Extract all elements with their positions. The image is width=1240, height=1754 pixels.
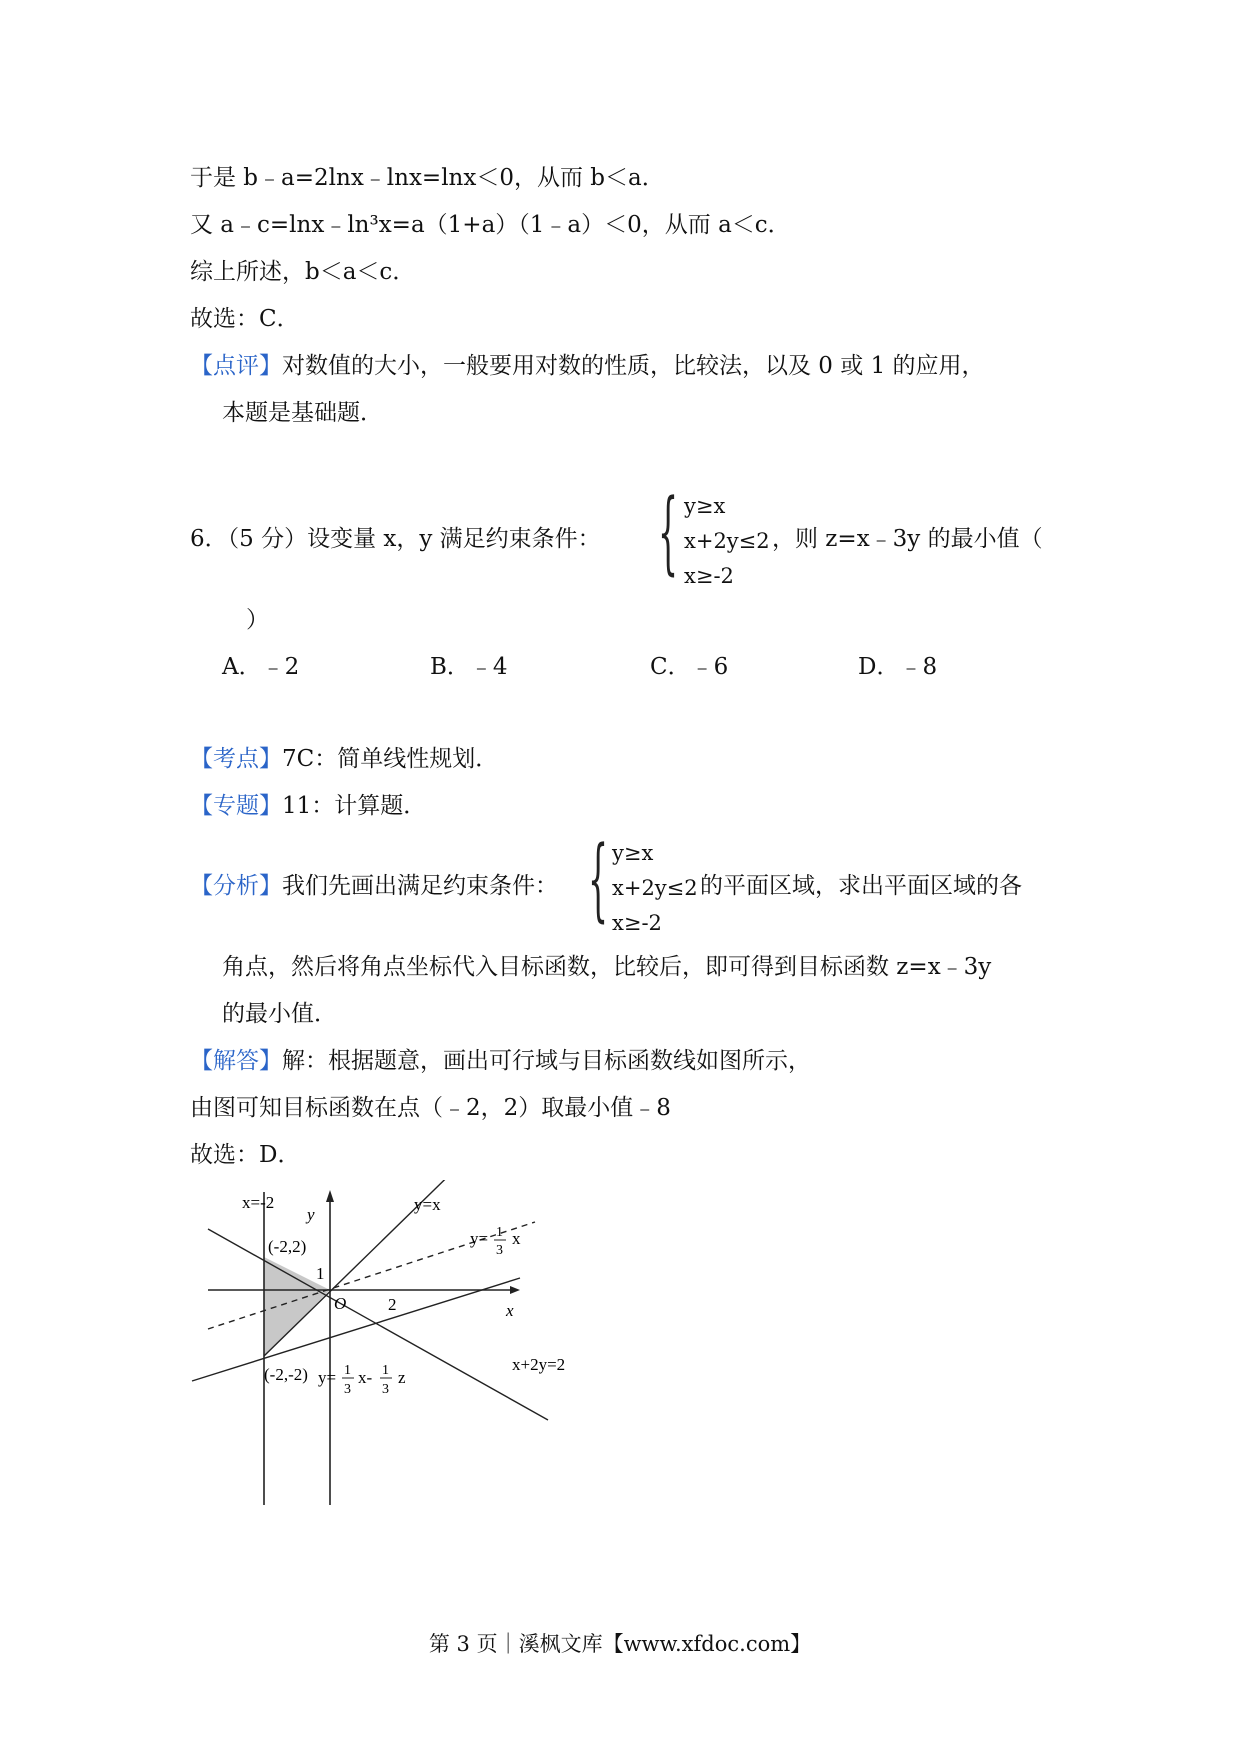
- fenxi-prefix: 我们先画出满足约束条件：: [282, 873, 558, 899]
- jieda-line-2: 由图可知目标函数在点（﹣2，2）取最小值﹣8: [190, 1095, 671, 1121]
- line-y-eq-x: [264, 1180, 475, 1356]
- jieda-text-1: 解：根据题意，画出可行域与目标函数线如图所示，: [282, 1048, 811, 1074]
- question-close: ）: [246, 607, 269, 633]
- zhuanti-line: [190, 791, 426, 821]
- comment-tag: 【点评】: [190, 353, 282, 379]
- x-axis-arrow-icon: [510, 1286, 520, 1294]
- fenxi-suffix: 的平面区域，求出平面区域的各: [700, 873, 1022, 899]
- question-prefix: 6．（5 分）设变量 x，y 满足约束条件：: [190, 526, 601, 552]
- zhuanti-tag: 【专题】: [190, 793, 282, 819]
- brace-icon-2: {: [588, 827, 609, 932]
- system-row-2: x+2y≤2: [684, 529, 770, 553]
- label-third-den: 3: [496, 1243, 503, 1258]
- option-b: B．﹣4: [430, 654, 508, 680]
- label-obj-num1: 1: [344, 1363, 351, 1378]
- label-obj-var: z: [398, 1368, 406, 1387]
- label-obj-den1: 3: [344, 1382, 351, 1397]
- text-line-3: 综上所述，b＜a＜c．: [190, 259, 416, 285]
- text-line-2: 又 a﹣c=lnx﹣ln³x=a（1+a）（1﹣a）＜0，从而 a＜c．: [190, 212, 791, 238]
- text-line-4: 故选：C．: [190, 306, 300, 332]
- question-suffix: ，则 z=x﹣3y 的最小值（: [772, 526, 1043, 552]
- feasible-region-figure: [180, 1180, 600, 1520]
- text-line-1: 于是 b﹣a=2lnx﹣lnx=lnx＜0，从而 b＜a．: [190, 165, 665, 191]
- label-y-axis: y: [307, 1205, 315, 1224]
- system-row-3: x≥-2: [684, 564, 734, 588]
- comment-line-1: [190, 351, 985, 381]
- comment-text-1: 对数值的大小，一般要用对数的性质，比较法，以及 0 或 1 的应用，: [282, 353, 985, 379]
- fenxi-system: [612, 836, 698, 941]
- label-origin: O: [334, 1294, 347, 1313]
- label-x-eq-neg2: x=-2: [242, 1193, 275, 1212]
- label-third-num: 1: [496, 1225, 503, 1240]
- fenxi-row-3: x≥-2: [612, 911, 662, 935]
- fenxi-tag: 【分析】: [190, 873, 282, 899]
- zhuanti-text: 11：计算题．: [282, 793, 427, 819]
- page-footer: 第 3 页｜溪枫文库【www.xfdoc.com】: [428, 1632, 812, 1656]
- fenxi-line-2: 角点，然后将角点坐标代入目标函数，比较后，即可得到目标函数 z=x﹣3y: [222, 954, 992, 980]
- objective-line: [192, 1278, 520, 1381]
- brace-icon: {: [658, 480, 679, 585]
- label-point-neg2-2: (-2,2): [268, 1237, 307, 1256]
- label-x-plus-2y: x+2y=2: [512, 1355, 566, 1374]
- jieda-line-1: [190, 1046, 811, 1076]
- label-third-var: x: [512, 1229, 521, 1248]
- kaodian-text: 7C：简单线性规划．: [282, 746, 499, 772]
- label-y-eq-x: y=x: [414, 1195, 441, 1214]
- option-d: D．﹣8: [858, 654, 938, 680]
- label-x-axis: x: [506, 1301, 514, 1320]
- fenxi-line-3: 的最小值．: [222, 1001, 337, 1027]
- system-row-1: y≥x: [684, 494, 726, 518]
- fenxi-row-1: y≥x: [612, 841, 654, 865]
- label-third-lhs: y=: [470, 1229, 489, 1248]
- label-obj-den2: 3: [382, 1382, 389, 1397]
- label-one: 1: [316, 1264, 325, 1283]
- option-c: C．﹣6: [650, 654, 729, 680]
- comment-line-2: 本题是基础题．: [222, 400, 383, 426]
- option-a: A．﹣2: [222, 654, 300, 680]
- kaodian-tag: 【考点】: [190, 746, 282, 772]
- question-system: [684, 489, 770, 594]
- y-axis-arrow-icon: [326, 1190, 334, 1202]
- fenxi-row-2: x+2y≤2: [612, 876, 698, 900]
- jieda-line-3: 故选：D．: [190, 1142, 301, 1168]
- label-obj-mid: x-: [358, 1368, 373, 1387]
- kaodian-line: [190, 744, 498, 774]
- jieda-tag: 【解答】: [190, 1048, 282, 1074]
- label-obj-num2: 1: [382, 1363, 389, 1378]
- label-obj-lhs: y=: [318, 1368, 337, 1387]
- label-point-neg2-neg2: (-2,-2): [264, 1365, 308, 1384]
- label-two: 2: [388, 1295, 397, 1314]
- fenxi-line-1: [190, 871, 558, 901]
